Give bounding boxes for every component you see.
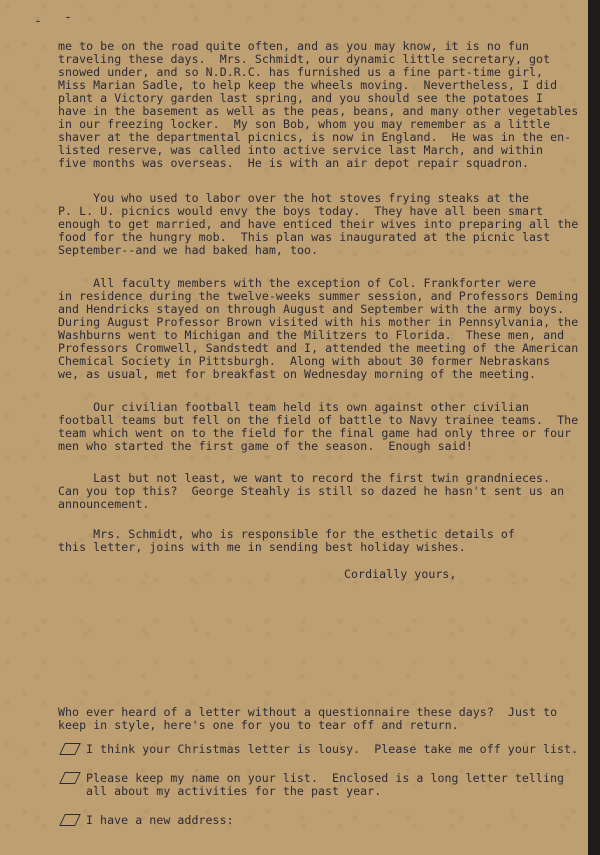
letter-line: All faculty members with the exception of Col. Frankforter were <box>58 276 537 290</box>
option-remove-label: I think your Christmas letter is lousy. Please take me off your list. <box>86 742 579 756</box>
letter-line: we, as usual, met for breakfast on Wednesday morning of the meeting. <box>58 367 537 381</box>
questionnaire-intro-line: keep in style, here's one for you to tear off and return. <box>58 718 459 732</box>
corner-mark: - <box>64 10 72 25</box>
letter-line: team which went on to the field for the final game had only three or four <box>58 426 572 440</box>
letter-line: P. L. U. picnics would envy the boys today. They have all been smart <box>58 204 544 218</box>
letter-line: plant a Victory garden last spring, and you should see the potatoes I <box>58 91 544 105</box>
option-keep-label: all about my activities for the past year. <box>86 784 382 798</box>
letter-line: men who started the first game of the season. Enough said! <box>58 439 473 453</box>
checkbox-keep-on-list[interactable] <box>59 772 81 784</box>
letter-line: enough to get married, and have enticed their wives into preparing all the <box>58 217 579 231</box>
letter-line: this letter, joins with me in sending best holiday wishes. <box>58 540 466 554</box>
letter-line: me to be on the road quite often, and as you may know, it is no fun <box>58 39 530 53</box>
closing: Cordially yours, <box>344 567 457 581</box>
letter-line: Mrs. Schmidt, who is responsible for the esthetic details of <box>58 527 515 541</box>
letter-line: football teams but fell on the field of battle to Navy trainee teams. The <box>58 413 579 427</box>
option-keep-label: Please keep my name on your list. Enclosed is a long letter telling <box>86 771 565 785</box>
letter-line: Professors Cromwell, Sandstedt and I, attended the meeting of the American <box>58 341 579 355</box>
letter-line: shaver at the departmental picnics, is now in England. He was in the en- <box>58 130 572 144</box>
option-new-address-label: I have a new address: <box>86 813 234 827</box>
letter-line: food for the hungry mob. This plan was inaugurated at the picnic last <box>58 230 551 244</box>
letter-line: Our civilian football team held its own against other civilian <box>58 400 530 414</box>
letter-line: and Hendricks stayed on through August and September with the army boys. <box>58 302 565 316</box>
checkbox-remove-from-list[interactable] <box>59 743 81 755</box>
letter-line: September--and we had baked ham, too. <box>58 243 319 257</box>
letter-line: You who used to labor over the hot stoves frying steaks at the <box>58 191 530 205</box>
letter-line: five months was overseas. He is with an air depot repair squadron. <box>58 156 530 170</box>
corner-mark: - <box>34 14 42 29</box>
letter-line: in residence during the twelve-weeks summer session, and Professors Deming <box>58 289 579 303</box>
letter-line: traveling these days. Mrs. Schmidt, our dynamic little secretary, got <box>58 52 551 66</box>
letter-line: announcement. <box>58 497 150 511</box>
letter-line: Miss Marian Sadle, to help keep the wheels moving. Nevertheless, I did <box>58 78 558 92</box>
letter-line: Washburns went to Michigan and the Militzers to Florida. These men, and <box>58 328 565 342</box>
letter-line: Last but not least, we want to record the first twin grandnieces. <box>58 471 551 485</box>
letter-line: During August Professor Brown visited with his mother in Pennsylvania, the <box>58 315 579 329</box>
letter-line: Chemical Society in Pittsburgh. Along with about 30 former Nebraskans <box>58 354 551 368</box>
questionnaire-intro-line: Who ever heard of a letter without a questionnaire these days? Just to <box>58 705 558 719</box>
letter-line: in our freezing locker. My son Bob, whom you may remember as a little <box>58 117 551 131</box>
letter-line: Can you top this? George Steahly is still so dazed he hasn't sent us an <box>58 484 565 498</box>
letter-line: snowed under, and so N.D.R.C. has furnished us a fine part-time girl, <box>58 65 544 79</box>
letter-line: have in the basement as well as the peas, beans, and many other vegetables <box>58 104 579 118</box>
letter-line: listed reserve, was called into active service last March, and within <box>58 143 544 157</box>
checkbox-new-address[interactable] <box>59 814 81 826</box>
